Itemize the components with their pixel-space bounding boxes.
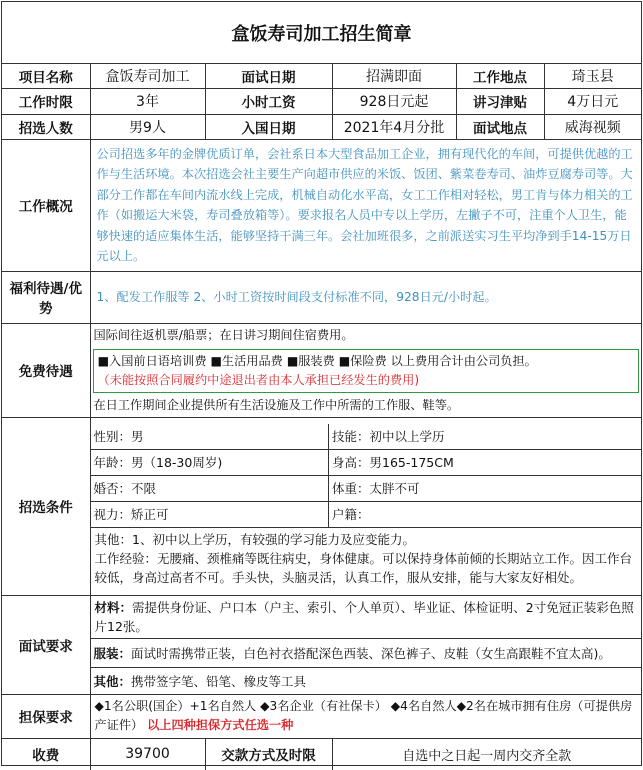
interview-table [91, 596, 642, 694]
label-free-benefits: 免费待遇 [2, 323, 90, 417]
label-guarantee: 担保要求 [2, 694, 90, 738]
label-entry-date: 入国日期 [205, 114, 332, 139]
covered-fees-list: ■入国前日语培训费 ■生活用品费 ■服装费 ■保险费 以上费用合计由公司负担。 [97, 353, 537, 368]
condition-vision: 视力：矫正可 [91, 501, 329, 527]
value-headcount: 男9人 [90, 114, 205, 139]
label-hourly-wage: 小时工资 [205, 88, 332, 114]
work-overview-text: 公司招选多年的金牌优质订单，会社系日本大型食品加工企业，拥有现代化的车间，可提供优越的工作与生活环境。本次招选会社主要生产向超市供应的米饭、饭团、紫菜卷寿司、油炸豆腐寿司等。大部分工作都在车间内流水线上完成，机械自动化水平高，女工工作相对轻松，男工肯与体力相关的工作（如搬运大米袋，寿司叠放箱等）。要求报名人员中专以上学历，左撇子不可，注重个人卫生，能够快速的适应集体生活，能够坚持干满三年。会社加班很多，之前派送实习生平均净到手14-15万日元以上。 [90, 139, 641, 271]
condition-weight: 体重：太胖不可 [329, 475, 642, 501]
label-headcount: 招选人数 [2, 114, 90, 139]
label-work-location: 工作地点 [456, 64, 544, 88]
label-training-allowance: 讲习津贴 [456, 88, 544, 114]
value-hourly-wage: 928日元起 [332, 88, 456, 114]
label-work-term: 工作时限 [2, 88, 90, 114]
recruitment-brochure [1, 1, 642, 766]
value-training-allowance: 4万日元 [544, 88, 641, 114]
page-title: 盒饭寿司加工招生简章 [2, 2, 641, 64]
condition-other: 其他：1、初中以上学历，有较强的学习能力及应变能力。 [94, 531, 415, 547]
label-payment-method: 交款方式及时限 [205, 738, 332, 770]
value-work-term: 3年 [90, 88, 205, 114]
conditions-table [91, 424, 642, 589]
condition-skill: 技能：初中以上学历 [329, 424, 642, 450]
condition-marital: 婚否：不限 [91, 475, 329, 501]
materials-label: 材料： [94, 599, 133, 615]
label-welfare: 福利待遇/优势 [2, 271, 90, 323]
value-work-location: 琦玉县 [544, 64, 641, 88]
label-interview-requirements: 面试要求 [2, 595, 90, 694]
label-project-name: 项目名称 [2, 64, 90, 88]
free-benefits-line4: 在日工作期间企业提供所有生活设施及工作中所需的工作服、鞋等。 [93, 397, 460, 412]
info-table [2, 64, 641, 770]
clothing-label: 服装： [93, 645, 132, 661]
value-project-name: 盒饭寿司加工 [90, 64, 205, 88]
condition-experience: 工作经验：无腰痛、颈椎痛等既往病史，身体健康。可以保持身体前倾的长期站立工作。因工作台较低，身高过高者不可。手头快，头脑灵活，认真工作，服从安排，能与大家友好相处。 [94, 550, 633, 585]
value-interview-date: 招满即面 [332, 64, 456, 88]
label-interview-date: 面试日期 [205, 64, 332, 88]
label-work-overview: 工作概况 [2, 139, 90, 271]
value-interview-location: 威海视频 [544, 114, 641, 139]
condition-height: 身高：男165-175CM [329, 449, 642, 475]
label-interview-location: 面试地点 [456, 114, 544, 139]
guarantee-options: ◆1名公职(国企）+1名自然人 ◆3名企业（有社保卡） ◆4名自然人◆2名在城市拥有住房（可提供房产证件） [94, 699, 633, 732]
free-benefits-line1: 国际间往返机票/船票；在日讲习期间住宿费用。 [93, 327, 354, 342]
fee-amount: 39700 [90, 738, 205, 770]
clothing-text: 面试时需携带正装，白色衬衣搭配深色西装、深色裤子、皮鞋（女生高跟鞋不宜太高)。 [131, 645, 611, 661]
welfare-text: 1、配发工作服等 2、小时工资按时间段支付标准不同，928日元/小时起。 [90, 271, 641, 323]
interview-other-text: 携带签字笔、铅笔、橡皮等工具 [131, 673, 307, 689]
value-entry-date: 2021年4月分批 [332, 114, 456, 139]
guarantee-note: 以上四种担保方式任选一种 [147, 718, 294, 732]
label-conditions: 招选条件 [2, 417, 90, 595]
materials-text: 需提供身份证、户口本（户主、索引、个人单页）、毕业证、体检证明、2寸免冠正装彩色照片12张。 [94, 599, 634, 634]
condition-gender: 性别：男 [91, 424, 329, 450]
condition-age: 年龄：男（18-30周岁) [91, 449, 329, 475]
covered-fees-box [93, 349, 640, 393]
interview-other-label: 其他： [93, 673, 132, 689]
payment-method-text: 自选中之日起一周内交齐全款 [332, 738, 641, 770]
condition-hukou: 户籍： [329, 501, 642, 527]
withdrawal-notice: （未能按照合同履约中途退出者由本人承担已经发生的费用) [97, 372, 420, 387]
label-fee: 收费 [2, 738, 90, 770]
